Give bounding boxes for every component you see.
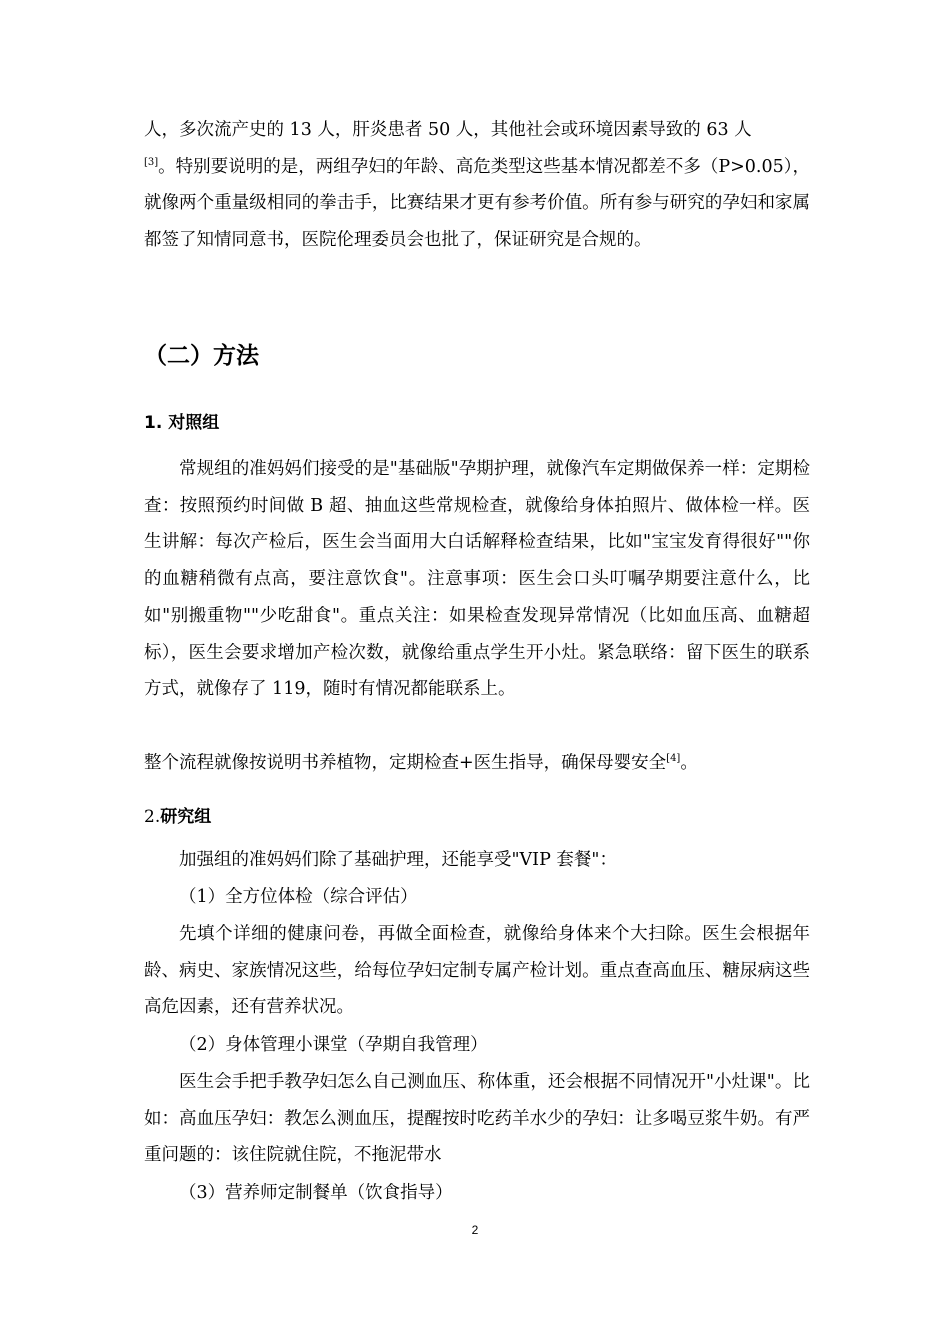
item-2-title: （2）身体管理小课堂（孕期自我管理） <box>179 1035 488 1055</box>
item-3-title: （3）营养师定制餐单（饮食指导） <box>179 1183 453 1203</box>
item-1-body: 先填个详细的健康问卷，再做全面检查，就像给身体来个大扫除。医生会根据年龄、病史、家族情况这些，给每位孕妇定制专属产检计划。重点查高血压、糖尿病这些高危因素，还有营养状况。 <box>144 924 810 1018</box>
intro-paragraph <box>144 112 810 259</box>
citation-4: [4] <box>666 753 681 765</box>
control-group-summary <box>144 745 810 782</box>
research-group-heading <box>144 803 211 831</box>
intro-text-2: 。特别要说明的是，两组孕妇的年龄、高危类型这些基本情况都差不多（P>0.05），就像两个重量级相同的拳击手，比赛结果才更有参考价值。所有参与研究的孕妇和家属都签了知情同意书，医院伦理委员会也批了，保证研究是合规的。 <box>144 156 810 251</box>
summary-end: 。 <box>680 753 698 773</box>
research-heading-text: 研究组 <box>160 807 212 827</box>
page-number: 2 <box>471 1223 479 1237</box>
intro-text-1: 人，多次流产史的 13 人，肝炎患者 50 人，其他社会或环境因素导致的 63 人 <box>144 120 752 140</box>
research-heading-number: 2. <box>144 807 161 827</box>
item-1-title: （1）全方位体检（综合评估） <box>179 887 418 907</box>
item-2-body: 医生会手把手教孕妇怎么自己测血压、称体重，还会根据不同情况开"小灶课"。比如：高血压孕妇：教怎么测血压，提醒按时吃药羊水少的孕妇：让多喝豆浆牛奶。有严重问题的：该住院就住院，不拖泥带水 <box>144 1072 810 1166</box>
summary-text: 整个流程就像按说明书养植物，定期检查+医生指导，确保母婴安全 <box>144 753 667 773</box>
citation-3: [3] <box>144 156 159 168</box>
section-heading-methods: （二）方法 <box>144 343 259 369</box>
control-group-heading: 1. 对照组 <box>144 413 220 433</box>
control-group-paragraph: 常规组的准妈妈们接受的是"基础版"孕期护理，就像汽车定期做保养一样：定期检查：按照预约时间做 B 超、抽血这些常规检查，就像给身体拍照片、做体检一样。医生讲解：每次产检后，医生会当面用大白话解释检查结果，比如"宝宝发育得很好""你的血糖稍微有点高，要注意饮食"。注意事项：医生会口头叮嘱孕期要注意什么，比如"别搬重物""少吃甜食"。重点关注：如果检查发现异常情况（比如血压高、血糖超标），医生会要求增加产检次数，就像给重点学生开小灶。紧急联络：留下医生的联系方式，就像存了 119，随时有情况都能联系上。 <box>144 459 810 700</box>
research-group-intro: 加强组的准妈妈们除了基础护理，还能享受"VIP 套餐"： <box>179 850 617 870</box>
